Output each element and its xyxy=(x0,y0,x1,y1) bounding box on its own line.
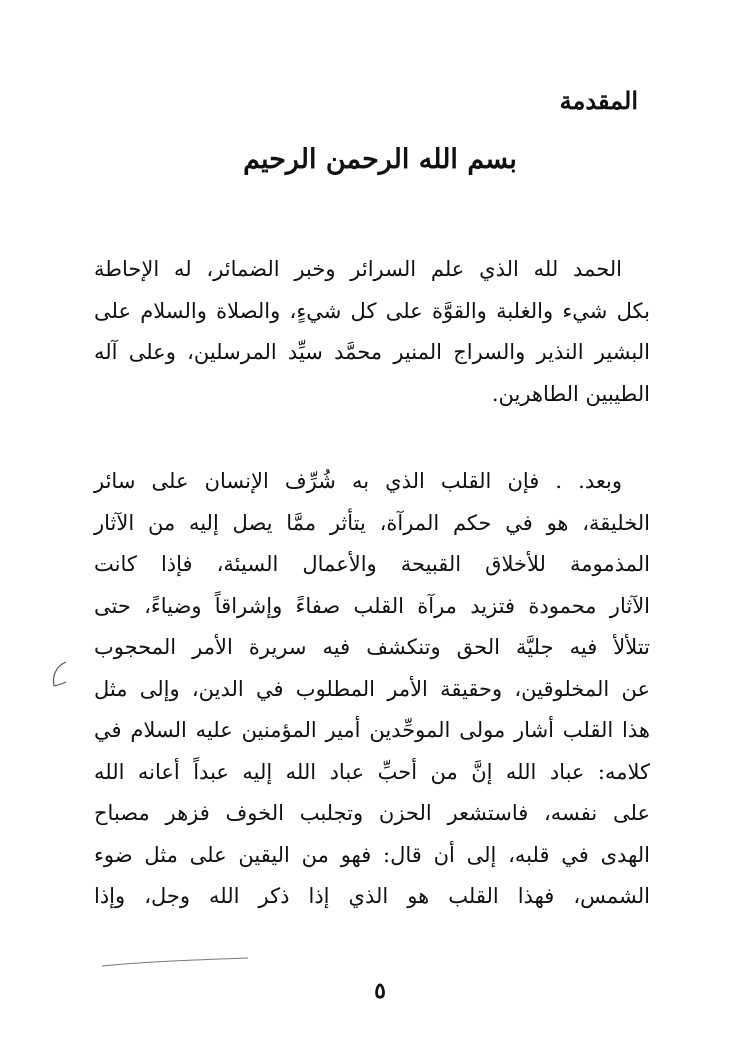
basmala-heading: بسم الله الرحمن الرحيم xyxy=(243,144,517,175)
underline-pencil-mark xyxy=(100,956,250,970)
paragraph-opening xyxy=(94,249,650,415)
text-line: البشير النذير والسراج المنير محمَّد سيِّد المرسلين، وعلى آله xyxy=(94,340,650,364)
text-line: على نفسه، فاستشعر الحزن وتجلبب الخوف فزهر مصباح xyxy=(94,801,650,825)
text-line: تتلألأ فيه جليَّة الحق وتنكشف فيه سريرة الأمر المحجوب xyxy=(94,635,650,659)
text-line: بكل شيء والغلبة والقوَّة على كل شيءٍ، والصلاة والسلام على xyxy=(94,298,650,323)
paragraph-main xyxy=(94,461,650,918)
section-heading: المقدمة xyxy=(559,86,638,115)
text-line: المذمومة للأخلاق القبيحة والأعمال السيئة، فإذا كانت xyxy=(94,552,650,576)
text-line: الشمس، فهذا القلب هو الذي إذا ذكر الله وجل، وإذا xyxy=(94,884,650,908)
text-line: الخليقة، هو في حكم المرآة، يتأثر ممَّا يصل إليه من الآثار xyxy=(94,510,650,535)
text-line: عن المخلوقين، وحقيقة الأمر المطلوب في الدين، وإلى مثل xyxy=(94,676,650,701)
text-line: كلامه: عباد الله إنَّ من أحبِّ عباد الله إليه عبداً أعانه الله xyxy=(94,759,650,784)
text-line: الحمد لله الذي علم السرائر وخبر الضمائر، له الإحاطة xyxy=(94,257,622,281)
text-line: الهدى في قلبه، إلى أن قال: فهو من اليقين على مثل ضوء xyxy=(94,842,650,867)
text-line: هذا القلب أشار مولى الموحِّدين أمير المؤمنين عليه السلام في xyxy=(94,718,650,742)
text-line: الآثار محمودة فتزيد مرآة القلب صفاءً وإشراقاً وضياءً، حتى xyxy=(94,593,650,618)
margin-pencil-mark xyxy=(46,658,72,692)
text-line: وبعد. . فإن القلب الذي به شُرِّف الإنسان على سائر xyxy=(94,469,622,493)
text-line: الطيبين الطاهرين. xyxy=(491,381,650,406)
page-number: ٥ xyxy=(374,978,386,1004)
